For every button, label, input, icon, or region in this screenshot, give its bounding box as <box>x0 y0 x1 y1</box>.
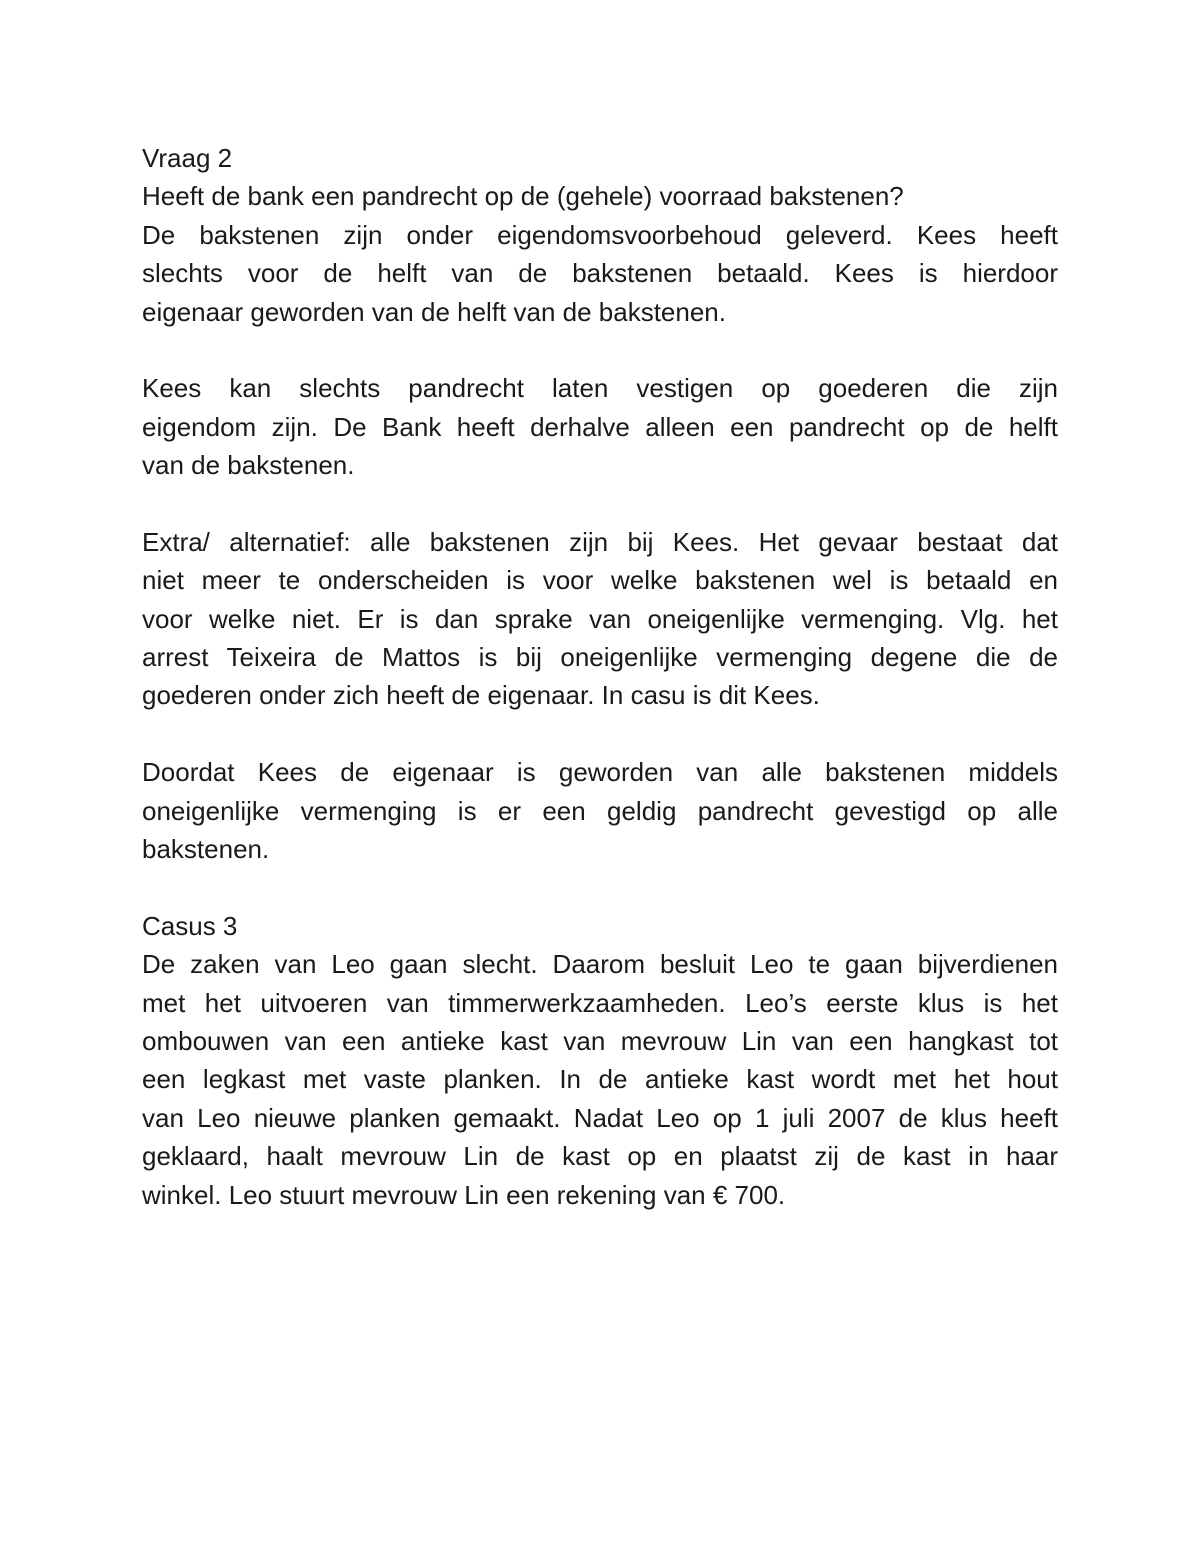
paragraph-line: winkel. Leo stuurt mevrouw Lin een rekening van € 700. <box>142 1179 786 1210</box>
paragraph-line: Kees kan slechts pandrecht laten vestigen op goederen die zijn <box>142 373 1058 404</box>
paragraph-line: slechts voor de helft van de bakstenen betaald. Kees is hierdoor <box>142 258 1058 289</box>
paragraph-line: De bakstenen zijn onder eigendomsvoorbehoud geleverd. Kees heeft <box>142 219 1058 250</box>
paragraph-spacer <box>142 485 1058 523</box>
paragraph-line: voor welke niet. Er is dan sprake van oneigenlijke vermenging. Vlg. het <box>142 603 1058 634</box>
paragraph-line: Extra/ alternatief: alle bakstenen zijn bij Kees. Het gevaar bestaat dat <box>142 526 1058 557</box>
paragraph-line: eigendom zijn. De Bank heeft derhalve alleen een pandrecht op de helft <box>142 411 1058 442</box>
paragraph-line: arrest Teixeira de Mattos is bij oneigenlijke vermenging degene die de <box>142 642 1058 673</box>
paragraph-line: oneigenlijke vermenging is er een geldig pandrecht gevestigd op alle <box>142 795 1058 826</box>
paragraph-line: van de bakstenen. <box>142 450 355 481</box>
paragraph-spacer <box>142 331 1058 369</box>
question-text: Heeft de bank een pandrecht op de (gehele) voorraad bakstenen? <box>142 181 904 212</box>
section-heading-casus-3: Casus 3 <box>142 910 238 941</box>
paragraph-line: ombouwen van een antieke kast van mevrouw Lin van een hangkast tot <box>142 1025 1058 1056</box>
paragraph-spacer <box>142 868 1058 906</box>
section-heading-vraag-2: Vraag 2 <box>142 143 233 173</box>
paragraph-line: eigenaar geworden van de helft van de bakstenen. <box>142 296 726 327</box>
paragraph-line: met het uitvoeren van timmerwerkzaamheden. Leo’s eerste klus is het <box>142 987 1058 1018</box>
paragraph-line: bakstenen. <box>142 834 270 865</box>
document-body <box>142 139 1058 1214</box>
paragraph-line: Doordat Kees de eigenaar is geworden van alle bakstenen middels <box>142 757 1058 788</box>
paragraph-line: niet meer te onderscheiden is voor welke bakstenen wel is betaald en <box>142 565 1058 596</box>
paragraph-line: De zaken van Leo gaan slecht. Daarom besluit Leo te gaan bijverdienen <box>142 949 1058 980</box>
paragraph-line: goederen onder zich heeft de eigenaar. In casu is dit Kees. <box>142 680 820 711</box>
paragraph-line: een legkast met vaste planken. In de antieke kast wordt met het hout <box>142 1064 1058 1095</box>
paragraph-line: geklaard, haalt mevrouw Lin de kast op en plaatst zij de kast in haar <box>142 1141 1058 1172</box>
paragraph-line: van Leo nieuwe planken gemaakt. Nadat Leo op 1 juli 2007 de klus heeft <box>142 1102 1058 1133</box>
paragraph-spacer <box>142 715 1058 753</box>
